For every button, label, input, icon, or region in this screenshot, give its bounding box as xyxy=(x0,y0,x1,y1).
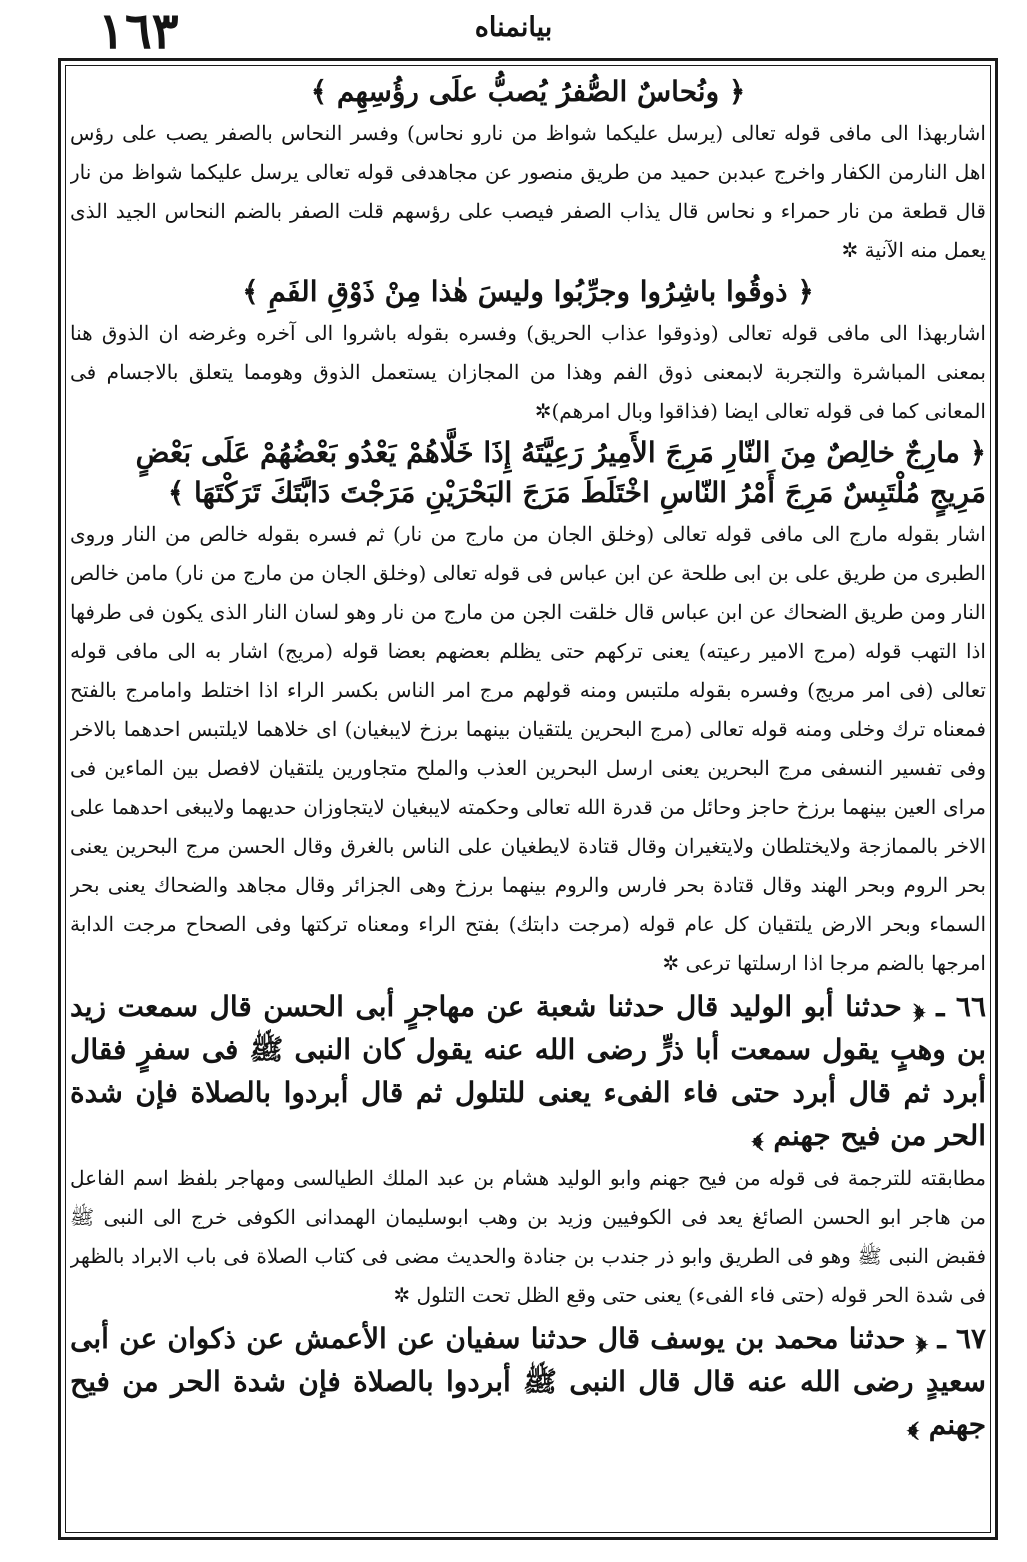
section-heading-nuhas: ﴿ ونُحاسٌ الصُّفرُ يُصبُّ علَى رؤُسِهِم ﴾ xyxy=(310,75,746,108)
commentary-paragraph: مطابقته للترجمة فى قوله من فيح جهنم وابو الوليد هشام بن عبد الملك الطيالسى ومهاجر بلفظ اسم الفاعل من هاجر ابو الحسن الصائغ يعد فى الكوفيين وزيد بن وهب ابوسليمان الهمدانى الكوفى خرج الى النبى ﷺ فقبض النبى ﷺ وهو فى الطريق وابو ذر جندب بن جنادة والحديث مضى فى كتاب الصلاة فى باب الابراد بالظهر فى شدة الحر قوله (حتى فاء الفىء) يعنى حتى وقع الظل تحت التلول ✲ xyxy=(70,1166,986,1307)
commentary-paragraph: اشاربهذا الى مافى قوله تعالى (وذوقوا عذاب الحريق) وفسره بقوله باشروا الى آخره وغرضه ان الذوق هنا بمعنى المباشرة والتجربة لابمعنى ذوق الفم وهذا من المجازان يستعمل الذوق وهومما يتعلق بالاجسام فى المعانى كما فى قوله تعالى ايضا (فذاقوا وبال امرهم)✲ xyxy=(70,321,986,423)
page-number: ١٦٣ xyxy=(98,1,179,60)
section-heading-marij: ﴿ مارِجٌ خالِصٌ مِنَ النّارِ مَرِجَ الأَمِيرُ رَعِيَّتَهُ إِذَا خَلَّاهُمْ يَعْدُو بَعْضُهُمْ عَلَى بَعْضٍ مَرِيجٍ مُلْتَبِسٌ مَرِجَ أَمْرُ النّاسِ اخْتَلَطَ مَرَجَ البَحْرَيْنِ مَرَجْتَ دَابَّتَكَ تَرَكْتَهَا ﴾ xyxy=(135,436,986,509)
commentary-paragraph: اشار بقوله مارج الى مافى قوله تعالى (وخلق الجان من مارج من نار) ثم فسره بقوله خالص من النار وروى الطبرى من طريق على بن ابى طلحة عن ابن عباس فى قوله تعالى (وخلق الجان من مارج من نار) مامن خالص النار ومن طريق الضحاك عن ابن عباس قال خلقت الجن من مارج من نار وهو لسان النار الذى يكون فى طرفها اذا التهب قوله (مرج الامير رعيته) يعنى تركهم حتى يظلم بعضهم بعضا قوله (مريج) اشار به الى مافى قوله تعالى (فى امر مريج) وفسره بقوله ملتبس ومنه قولهم مرج امر الناس بكسر الراء اذا اختلط وامامرج بالفتح فمعناه ترك وخلى ومنه قوله تعالى (مرج البحرين يلتقيان بينهما برزخ لايبغيان) اى خلاهما لايلتبس احدهما بالاخر وفى تفسير النسفى مرج البحرين يعنى ارسل البحرين العذب والملح متجاورين يلتقيان لافصل بين الماءين فى مراى العين بينهما برزخ حاجز وحائل من قدرة الله تعالى وحكمته لايبغيان لايتجاوزان حديهما ولايبغى احدهما على الاخر بالممازجة ولايختلطان ولايتغيران وقال قتادة لايطغيان على الناس بالغرق وقال الحسن مرج البحرين يعنى بحر الروم وبحر الهند وقال قتادة بحر فارس والروم بينهما برزخ وهى الجزائر وقال مجاهد والضحاك يعنى بحر السماء وبحر الارض يلتقيان كل عام قوله (مرجت دابتك) بفتح الراء ومعناه تركتها وفى الصحاح مرجت الدابة امرجها بالضم مرجا اذا ارسلتها ترعى ✲ xyxy=(70,522,986,975)
commentary-paragraph: اشاربهذا الى مافى قوله تعالى (يرسل عليكما شواظ من نارو نحاس) وفسر النحاس بالصفر يصب على رؤس اهل النارمن الكفار واخرج عبدبن حميد من طريق منصور عن مجاهدفى قوله تعالى يرسل عليكما شواظ من نار قال قطعة من نار حمراء و نحاس قال يذاب الصفر فيصب على رؤسهم قلت الصفر بالضم النحاس الجيد الذى يعمل منه الآنية ✲ xyxy=(70,121,986,262)
hadith-66: ٦٦ ـ ﴿ حدثنا أبو الوليد قال حدثنا شعبة عن مهاجرٍ أبى الحسن قال سمعت زيد بن وهبٍ يقول سمعت أبا ذرٍّ رضى الله عنه يقول كان النبى ﷺ فى سفرٍ فقال أبرد ثم قال أبرد حتى فاء الفىء يعنى للتلول ثم قال أبردوا بالصلاة فإن شدة الحر من فيح جهنم ﴾ xyxy=(70,990,986,1152)
running-header: بيانمناه xyxy=(474,12,553,43)
hadith-67: ٦٧ ـ ﴿ حدثنا محمد بن يوسف قال حدثنا سفيان عن الأعمش عن ذكوان عن أبى سعيدٍ رضى الله عنه قال قال النبى ﷺ أبردوا بالصلاة فإن شدة الحر من فيح جهنم ﴾ xyxy=(70,1322,986,1441)
page-body xyxy=(70,70,986,1528)
section-heading-dhuqu: ﴿ ذوقُوا باشِرُوا وجرِّبُوا وليسَ هٰذا مِنْ ذَوْقِ الفَمِ ﴾ xyxy=(242,275,814,308)
